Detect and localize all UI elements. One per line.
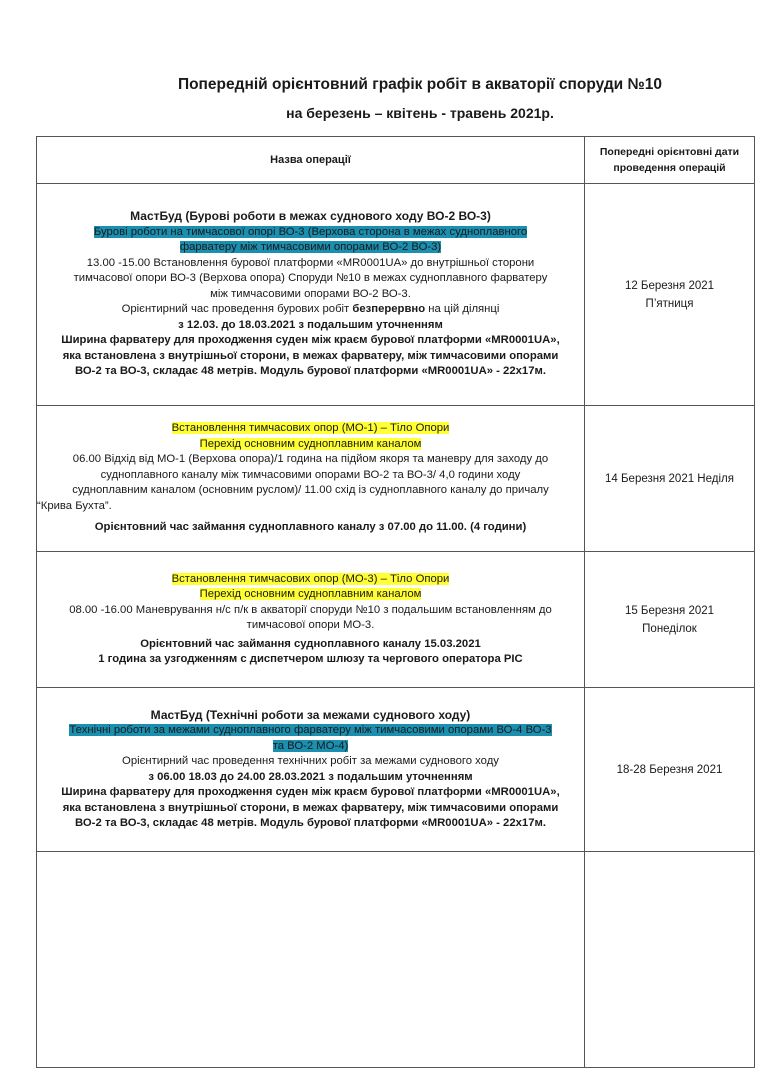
op-text: між тимчасовими опорами ВО-2 ВО-3. [210, 287, 411, 300]
schedule-table [36, 136, 755, 1068]
op-highlight: Перехід основним судноплавним каналом [199, 588, 422, 600]
table-row [37, 406, 755, 552]
operation-cell [37, 406, 585, 552]
op-highlight: Технічні роботи за межами судноплавного фарватеру між тимчасовими опорами ВО-4 ВО-3 [69, 724, 552, 736]
op-text: судноплавного каналу між тимчасовими опорами ВО-2 та ВО-3/ 4,0 години ходу [100, 468, 521, 481]
date-line1: 14 Березня 2021 Неділя [605, 472, 734, 485]
table-row [37, 688, 755, 852]
date-cell [585, 184, 755, 406]
operation-cell [37, 184, 585, 406]
op-text-bold: 1 година за узгодженням с диспетчером шлюзу та чергового оператора РІС [98, 653, 523, 665]
date-line2: П’ятниця [645, 297, 694, 310]
op-heading: МастБуд (Бурові роботи в межах суднового ходу ВО-2 ВО-3) [130, 209, 491, 224]
op-text-bold: безперервно [352, 303, 426, 316]
empty-table-row [37, 852, 755, 1068]
op-highlight: Перехід основним судноплавним каналом [199, 437, 422, 450]
op-highlight: та ВО-2 МО-4) [272, 739, 349, 752]
date-line1: 15 Березня 2021 [624, 604, 715, 617]
date-line2: Понеділок [642, 622, 697, 635]
date-cell [585, 552, 755, 688]
empty-operation-cell [37, 852, 585, 1068]
table-row [37, 184, 755, 406]
op-text: Орієнтирний час проведення бурових робіт [121, 303, 350, 316]
header-dates-line1: Попередні орієнтовні дати [599, 146, 740, 158]
op-highlight: Бурові роботи на тимчасової опорі ВО-3 (Верхова сторона в межах судноплавного [93, 225, 528, 238]
op-text-bold: ВО-2 та ВО-3, складає 48 метрів. Модуль бурової платформи «MR0001UA» - 22x17м. [75, 365, 546, 378]
date-line1: 18-28 Березня 2021 [616, 763, 723, 776]
op-text-bold: Орієнтовний час займання судноплавного каналу 15.03.2021 [140, 637, 481, 650]
op-text: тимчасової опори ВО-3 (Верхова опора) Споруди №10 в межах судноплавного фарватеру [73, 272, 548, 285]
op-text-bold: яка встановлена з внутрішньої сторони, в межах фарватеру, між тимчасовими опорами [62, 349, 559, 362]
op-heading: МастБуд (Технічні роботи за межами суднового ходу) [150, 707, 471, 722]
title-line-2: на березень – квітень - травень 2021р. [286, 105, 554, 121]
op-highlight: Встановлення тимчасових опор (МО-1) – Тіло Опори [171, 422, 450, 435]
op-text: на цій ділянці [428, 303, 500, 316]
header-operation: Назва операції [37, 137, 585, 184]
op-highlight: фарватеру між тимчасовими опорами ВО-2 ВО-3) [179, 241, 442, 254]
op-text: 13.00 -15.00 Встановлення бурової платформи «MR0001UA» до внутрішньої сторони [86, 256, 535, 269]
op-text-bold: з 06.00 18.03 до 24.00 28.03.2021 з подальшим уточненням [148, 770, 473, 783]
empty-date-cell [585, 852, 755, 1068]
op-text: Орієнтирний час проведення технічних робіт за межами суднового ходу [122, 755, 499, 767]
op-text: тимчасової опори МО-3. [246, 619, 375, 631]
op-text: 08.00 -16.00 Маневрування н/с п/к в акваторії споруди №10 з подальшим встановленням до [69, 603, 552, 616]
op-text-bold: Ширина фарватеру для проходження суден між краєм бурової платформи «MR0001UA», [61, 786, 560, 798]
header-dates-line2: проведення операцій [613, 162, 726, 174]
op-highlight: Встановлення тимчасових опор (МО-3) – Тіло Опори [171, 572, 450, 585]
op-text-bold: ВО-2 та ВО-3, складає 48 метрів. Модуль бурової платформи «MR0001UA» - 22x17м. [75, 817, 546, 829]
header-dates [585, 137, 755, 184]
document-title [0, 76, 780, 121]
table-row [37, 552, 755, 688]
op-text-bold: Ширина фарватеру для проходження суден між краєм бурової платформи «MR0001UA», [61, 334, 560, 347]
title-line-1: Попередній орієнтовний графік робіт в акваторії споруди №10 [177, 76, 663, 93]
op-text-bold: Орієнтовний час займання судноплавного каналу з 07.00 до 11.00. (4 години) [94, 521, 527, 534]
operation-cell [37, 688, 585, 852]
operation-cell [37, 552, 585, 688]
op-text: судноплавним каналом (основним руслом)/ 11.00 схід із судноплавного каналу до причалу [72, 484, 549, 497]
op-text-bold: яка встановлена з внутрішньої сторони, в межах фарватеру, між тимчасовими опорами [62, 801, 559, 814]
date-line1: 12 Березня 2021 [624, 279, 715, 292]
op-text-bold: з 12.03. до 18.03.2021 з подальшим уточненням [178, 318, 443, 331]
op-text: 06.00 Відхід від МО-1 (Верхова опора)/1 година на підйом якоря та маневру для заходу до [72, 453, 549, 466]
table-header-row [37, 137, 755, 184]
op-text: “Крива Бухта”. [37, 499, 112, 512]
date-cell [585, 688, 755, 852]
date-cell [585, 406, 755, 552]
